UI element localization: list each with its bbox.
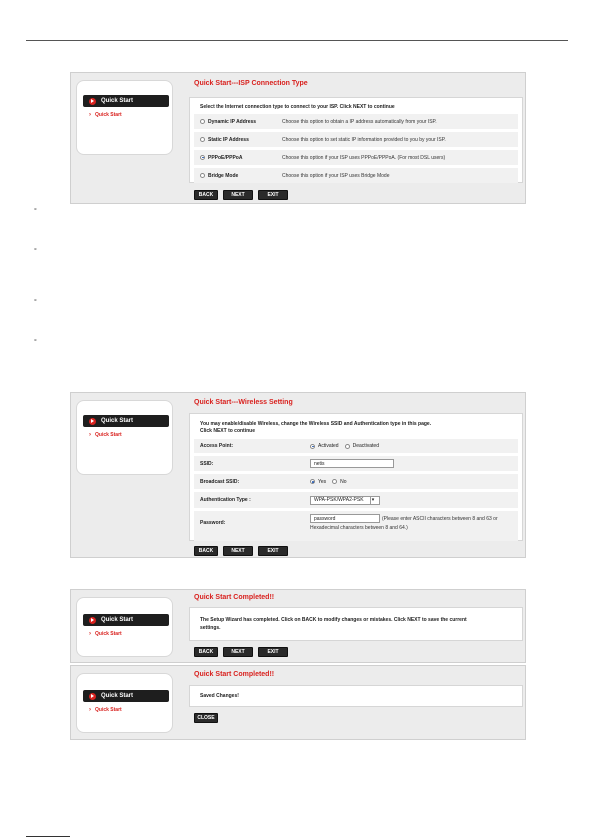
quick-start-completed-panel xyxy=(70,589,526,663)
access-point-row xyxy=(194,439,518,453)
radio-yes[interactable] xyxy=(310,479,315,484)
option-description: Choose this option to set static IP information provided to you by your ISP. xyxy=(282,136,446,143)
chevron-right-icon: › xyxy=(89,630,91,637)
radio-button-selected[interactable] xyxy=(200,155,205,160)
sidebar-main-label: Quick Start xyxy=(101,98,134,104)
saved-message: Saved Changes! xyxy=(200,693,239,699)
option-description: Choose this option if your ISP uses Bridge Mode xyxy=(282,172,390,179)
sidebar-item-quick-start[interactable] xyxy=(83,432,172,438)
broadcast-ssid-row xyxy=(194,474,518,489)
wireless-form-box xyxy=(189,413,523,541)
page-title: Quick Start---ISP Connection Type xyxy=(194,80,308,87)
sidebar-quick-start-button[interactable] xyxy=(83,415,169,427)
arrow-right-icon xyxy=(89,693,96,700)
broadcast-ssid-label: Broadcast SSID: xyxy=(200,478,240,485)
option-label: Bridge Mode xyxy=(200,173,270,179)
close-button[interactable]: CLOSE xyxy=(194,713,218,723)
next-button[interactable]: NEXT xyxy=(223,190,253,200)
auth-type-row xyxy=(194,492,518,508)
ssid-input[interactable]: netis xyxy=(310,459,394,468)
sidebar-sub-label: Quick Start xyxy=(95,631,122,637)
radio-activated[interactable] xyxy=(310,444,315,449)
intro-row xyxy=(194,418,518,436)
sidebar-item-quick-start[interactable] xyxy=(83,112,172,118)
intro-row xyxy=(194,102,518,111)
button-bar xyxy=(194,546,288,556)
option-description: Choose this option to obtain a IP address automatically from your ISP. xyxy=(282,118,437,125)
button-bar xyxy=(194,190,288,200)
back-button[interactable]: BACK xyxy=(194,190,218,200)
password-label: Password: xyxy=(200,520,226,526)
sidebar xyxy=(76,400,173,475)
password-group xyxy=(310,514,498,531)
sidebar-quick-start-button[interactable] xyxy=(83,614,169,626)
completed-message-box xyxy=(189,607,523,641)
password-input[interactable]: password xyxy=(310,514,380,523)
password-hint: Hexadecimal characters between 8 and 64.) xyxy=(310,525,408,531)
sidebar-quick-start-button[interactable] xyxy=(83,95,169,107)
option-label: PPPoE/PPPoA xyxy=(200,155,270,161)
auth-type-value: WPA-PSK/WPA2-PSK xyxy=(314,497,364,503)
button-bar xyxy=(194,713,218,723)
message-row xyxy=(194,612,518,636)
access-point-options: Activated Deactivated xyxy=(310,443,379,449)
password-row xyxy=(194,511,518,541)
bullet-mark: ° xyxy=(34,208,37,215)
sidebar xyxy=(76,80,173,155)
isp-options-box xyxy=(189,97,523,183)
back-button[interactable]: BACK xyxy=(194,647,218,657)
radio-no[interactable] xyxy=(332,479,337,484)
sidebar-sub-label: Quick Start xyxy=(95,112,122,118)
radio-deactivated[interactable] xyxy=(345,444,350,449)
isp-connection-panel xyxy=(70,72,526,204)
password-hint: (Please enter ASCII characters between 8 and 63 or xyxy=(382,515,498,522)
page-top-rule xyxy=(26,40,568,41)
sidebar-item-quick-start[interactable] xyxy=(83,631,172,637)
bullet-mark: ° xyxy=(34,248,37,255)
page-title: Quick Start Completed!! xyxy=(194,671,275,678)
next-button[interactable]: NEXT xyxy=(223,546,253,556)
sidebar-quick-start-button[interactable] xyxy=(83,690,169,702)
bullet-mark: ° xyxy=(34,339,37,346)
option-label: Static IP Address xyxy=(200,137,270,143)
auth-type-label: Authentication Type : xyxy=(200,497,251,503)
bullet-mark: ° xyxy=(34,299,37,306)
saved-message-box xyxy=(189,685,523,707)
radio-button[interactable] xyxy=(200,119,205,124)
arrow-right-icon xyxy=(89,98,96,105)
sidebar-sub-label: Quick Start xyxy=(95,432,122,438)
sidebar-main-label: Quick Start xyxy=(101,693,134,699)
intro-text: Select the Internet connection type to connect to your ISP. Click NEXT to continue xyxy=(200,103,395,110)
exit-button[interactable]: EXIT xyxy=(258,546,288,556)
option-label: Dynamic IP Address xyxy=(200,119,270,125)
option-pppoe[interactable] xyxy=(194,150,518,165)
page-bottom-rule xyxy=(26,836,70,837)
completed-message: The Setup Wizard has completed. Click on BACK to modify changes or mistakes. Click NEXT to save the current xyxy=(200,617,467,623)
radio-button[interactable] xyxy=(200,173,205,178)
intro-text: You may enable/disable Wireless, change the Wireless SSID and Authentication type in this page. xyxy=(200,420,432,427)
intro-text: Click NEXT to continue xyxy=(200,427,256,434)
auth-type-select[interactable] xyxy=(310,496,380,505)
page-title: Quick Start---Wireless Setting xyxy=(194,399,293,406)
sidebar-main-label: Quick Start xyxy=(101,418,134,424)
option-bridge-mode[interactable] xyxy=(194,168,518,183)
broadcast-options: Yes No xyxy=(310,479,347,485)
sidebar-main-label: Quick Start xyxy=(101,617,134,623)
ssid-label: SSID: xyxy=(200,460,214,467)
sidebar-item-quick-start[interactable] xyxy=(83,707,172,713)
sidebar xyxy=(76,597,173,657)
exit-button[interactable]: EXIT xyxy=(258,647,288,657)
arrow-right-icon xyxy=(89,418,96,425)
next-button[interactable]: NEXT xyxy=(223,647,253,657)
radio-button[interactable] xyxy=(200,137,205,142)
exit-button[interactable]: EXIT xyxy=(258,190,288,200)
message-row xyxy=(194,690,518,702)
sidebar-sub-label: Quick Start xyxy=(95,707,122,713)
option-static-ip[interactable] xyxy=(194,132,518,147)
option-description: Choose this option if your ISP uses PPPoE/PPPoA. (For most DSL users) xyxy=(282,154,446,161)
option-dynamic-ip[interactable] xyxy=(194,114,518,129)
chevron-right-icon: › xyxy=(89,111,91,118)
chevron-right-icon: › xyxy=(89,431,91,438)
button-bar xyxy=(194,647,288,657)
completed-message: settings. xyxy=(200,625,221,631)
back-button[interactable]: BACK xyxy=(194,546,218,556)
saved-changes-panel xyxy=(70,665,526,740)
arrow-right-icon xyxy=(89,617,96,624)
access-point-label: Access Point: xyxy=(200,443,234,449)
chevron-right-icon: › xyxy=(89,706,91,713)
chevron-down-icon: ▾ xyxy=(370,497,376,504)
wireless-setting-panel xyxy=(70,392,526,558)
page-title: Quick Start Completed!! xyxy=(194,594,275,601)
sidebar xyxy=(76,673,173,733)
ssid-row xyxy=(194,456,518,471)
